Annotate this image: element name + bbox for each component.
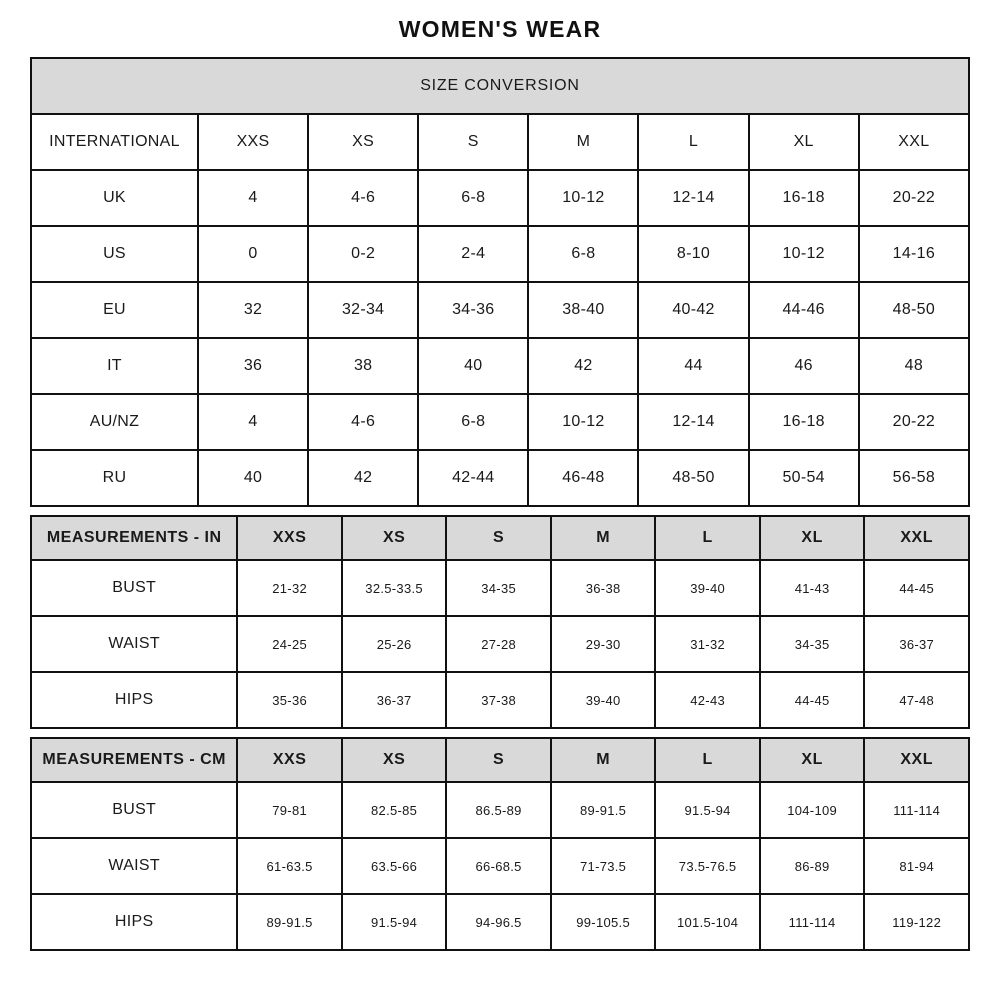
measurement-cell: 89-91.5 — [551, 782, 656, 838]
size-cell: 56-58 — [859, 450, 969, 506]
column-header-xl: XL — [749, 114, 859, 170]
size-cell: 10-12 — [528, 170, 638, 226]
table-row-bust-in — [31, 560, 969, 616]
size-cell: 0-2 — [308, 226, 418, 282]
size-cell: 42 — [528, 338, 638, 394]
measurement-cell: 99-105.5 — [551, 894, 656, 950]
column-header-m: M — [528, 114, 638, 170]
row-label-bust: BUST — [31, 782, 237, 838]
measurement-cell: 71-73.5 — [551, 838, 656, 894]
measurement-cell: 86.5-89 — [446, 782, 551, 838]
size-cell: 12-14 — [638, 170, 748, 226]
measurement-cell: 82.5-85 — [342, 782, 447, 838]
column-header-l: L — [638, 114, 748, 170]
row-label-bust: BUST — [31, 560, 237, 616]
size-cell: 14-16 — [859, 226, 969, 282]
row-label-eu: EU — [31, 282, 198, 338]
measurement-cell: 25-26 — [342, 616, 447, 672]
measurement-cell: 34-35 — [760, 616, 865, 672]
column-header-xxl: XXL — [864, 516, 969, 560]
size-cell: 42-44 — [418, 450, 528, 506]
measurements-in-header: MEASUREMENTS - IN — [31, 516, 237, 560]
row-label-hips: HIPS — [31, 672, 237, 728]
measurement-cell: 81-94 — [864, 838, 969, 894]
column-header-xl: XL — [760, 738, 865, 782]
measurement-cell: 91.5-94 — [342, 894, 447, 950]
page-title: WOMEN'S WEAR — [398, 16, 602, 42]
measurement-cell: 47-48 — [864, 672, 969, 728]
size-cell: 40-42 — [638, 282, 748, 338]
size-cell: 4-6 — [308, 170, 418, 226]
column-header-international: INTERNATIONAL — [31, 114, 198, 170]
measurement-cell: 61-63.5 — [237, 838, 342, 894]
measurement-cell: 104-109 — [760, 782, 865, 838]
column-header-row — [31, 738, 969, 782]
size-cell: 6-8 — [418, 394, 528, 450]
row-label-waist: WAIST — [31, 838, 237, 894]
column-header-s: S — [446, 738, 551, 782]
table-row-it — [31, 338, 969, 394]
size-cell: 44-46 — [749, 282, 859, 338]
measurement-cell: 44-45 — [864, 560, 969, 616]
measurement-cell: 111-114 — [864, 782, 969, 838]
size-cell: 48 — [859, 338, 969, 394]
measurement-cell: 44-45 — [760, 672, 865, 728]
size-cell: 20-22 — [859, 394, 969, 450]
measurement-cell: 29-30 — [551, 616, 656, 672]
table-row-hips-cm — [31, 894, 969, 950]
table-row-us — [31, 226, 969, 282]
measurement-cell: 35-36 — [237, 672, 342, 728]
size-cell: 20-22 — [859, 170, 969, 226]
measurement-cell: 89-91.5 — [237, 894, 342, 950]
size-cell: 4 — [198, 170, 308, 226]
size-cell: 40 — [198, 450, 308, 506]
table-row-waist-cm — [31, 838, 969, 894]
table-row-ru — [31, 450, 969, 506]
column-header-xl: XL — [760, 516, 865, 560]
size-conversion-table — [30, 57, 970, 507]
column-header-m: M — [551, 738, 656, 782]
column-header-s: S — [446, 516, 551, 560]
size-cell: 36 — [198, 338, 308, 394]
measurement-cell: 36-37 — [342, 672, 447, 728]
column-header-xxl: XXL — [859, 114, 969, 170]
size-cell: 38 — [308, 338, 418, 394]
size-cell: 6-8 — [418, 170, 528, 226]
size-cell: 10-12 — [528, 394, 638, 450]
size-cell: 12-14 — [638, 394, 748, 450]
measurement-cell: 91.5-94 — [655, 782, 760, 838]
measurement-cell: 37-38 — [446, 672, 551, 728]
size-cell: 16-18 — [749, 394, 859, 450]
row-label-uk: UK — [31, 170, 198, 226]
measurement-cell: 36-38 — [551, 560, 656, 616]
measurement-cell: 27-28 — [446, 616, 551, 672]
measurement-cell: 41-43 — [760, 560, 865, 616]
column-header-xs: XS — [342, 738, 447, 782]
table-row-hips-in — [31, 672, 969, 728]
measurement-cell: 79-81 — [237, 782, 342, 838]
size-cell: 44 — [638, 338, 748, 394]
size-cell: 4-6 — [308, 394, 418, 450]
measurement-cell: 34-35 — [446, 560, 551, 616]
measurement-cell: 31-32 — [655, 616, 760, 672]
column-header-l: L — [655, 516, 760, 560]
column-header-l: L — [655, 738, 760, 782]
measurements-cm-table — [30, 737, 970, 951]
size-cell: 38-40 — [528, 282, 638, 338]
row-label-it: IT — [31, 338, 198, 394]
size-cell: 48-50 — [859, 282, 969, 338]
row-label-waist: WAIST — [31, 616, 237, 672]
size-cell: 46 — [749, 338, 859, 394]
column-header-xxs: XXS — [237, 516, 342, 560]
row-label-ru: RU — [31, 450, 198, 506]
measurement-cell: 36-37 — [864, 616, 969, 672]
size-cell: 16-18 — [749, 170, 859, 226]
size-cell: 32-34 — [308, 282, 418, 338]
size-cell: 42 — [308, 450, 418, 506]
size-cell: 50-54 — [749, 450, 859, 506]
measurement-cell: 42-43 — [655, 672, 760, 728]
row-label-us: US — [31, 226, 198, 282]
table-row-aunz — [31, 394, 969, 450]
row-label-aunz: AU/NZ — [31, 394, 198, 450]
measurement-cell: 66-68.5 — [446, 838, 551, 894]
measurement-cell: 86-89 — [760, 838, 865, 894]
size-cell: 34-36 — [418, 282, 528, 338]
column-header-xxs: XXS — [198, 114, 308, 170]
column-header-m: M — [551, 516, 656, 560]
size-cell: 8-10 — [638, 226, 748, 282]
size-cell: 32 — [198, 282, 308, 338]
measurement-cell: 21-32 — [237, 560, 342, 616]
measurement-cell: 119-122 — [864, 894, 969, 950]
table-row-uk — [31, 170, 969, 226]
table-row-waist-in — [31, 616, 969, 672]
measurements-in-table — [30, 515, 970, 729]
column-header-xs: XS — [342, 516, 447, 560]
measurement-cell: 101.5-104 — [655, 894, 760, 950]
column-header-xxl: XXL — [864, 738, 969, 782]
measurement-cell: 73.5-76.5 — [655, 838, 760, 894]
table-band-row — [31, 58, 969, 114]
measurements-cm-header: MEASUREMENTS - CM — [31, 738, 237, 782]
size-conversion-header: SIZE CONVERSION — [31, 58, 969, 114]
size-cell: 10-12 — [749, 226, 859, 282]
measurement-cell: 39-40 — [551, 672, 656, 728]
size-cell: 2-4 — [418, 226, 528, 282]
table-row-eu — [31, 282, 969, 338]
size-cell: 48-50 — [638, 450, 748, 506]
measurement-cell: 24-25 — [237, 616, 342, 672]
size-cell: 40 — [418, 338, 528, 394]
column-header-xs: XS — [308, 114, 418, 170]
measurement-cell: 39-40 — [655, 560, 760, 616]
column-header-row — [31, 516, 969, 560]
column-header-s: S — [418, 114, 528, 170]
measurement-cell: 94-96.5 — [446, 894, 551, 950]
size-cell: 0 — [198, 226, 308, 282]
table-row-bust-cm — [31, 782, 969, 838]
measurement-cell: 32.5-33.5 — [342, 560, 447, 616]
column-header-xxs: XXS — [237, 738, 342, 782]
measurement-cell: 63.5-66 — [342, 838, 447, 894]
size-cell: 6-8 — [528, 226, 638, 282]
size-cell: 4 — [198, 394, 308, 450]
row-label-hips: HIPS — [31, 894, 237, 950]
measurement-cell: 111-114 — [760, 894, 865, 950]
size-cell: 46-48 — [528, 450, 638, 506]
column-header-row — [31, 114, 969, 170]
